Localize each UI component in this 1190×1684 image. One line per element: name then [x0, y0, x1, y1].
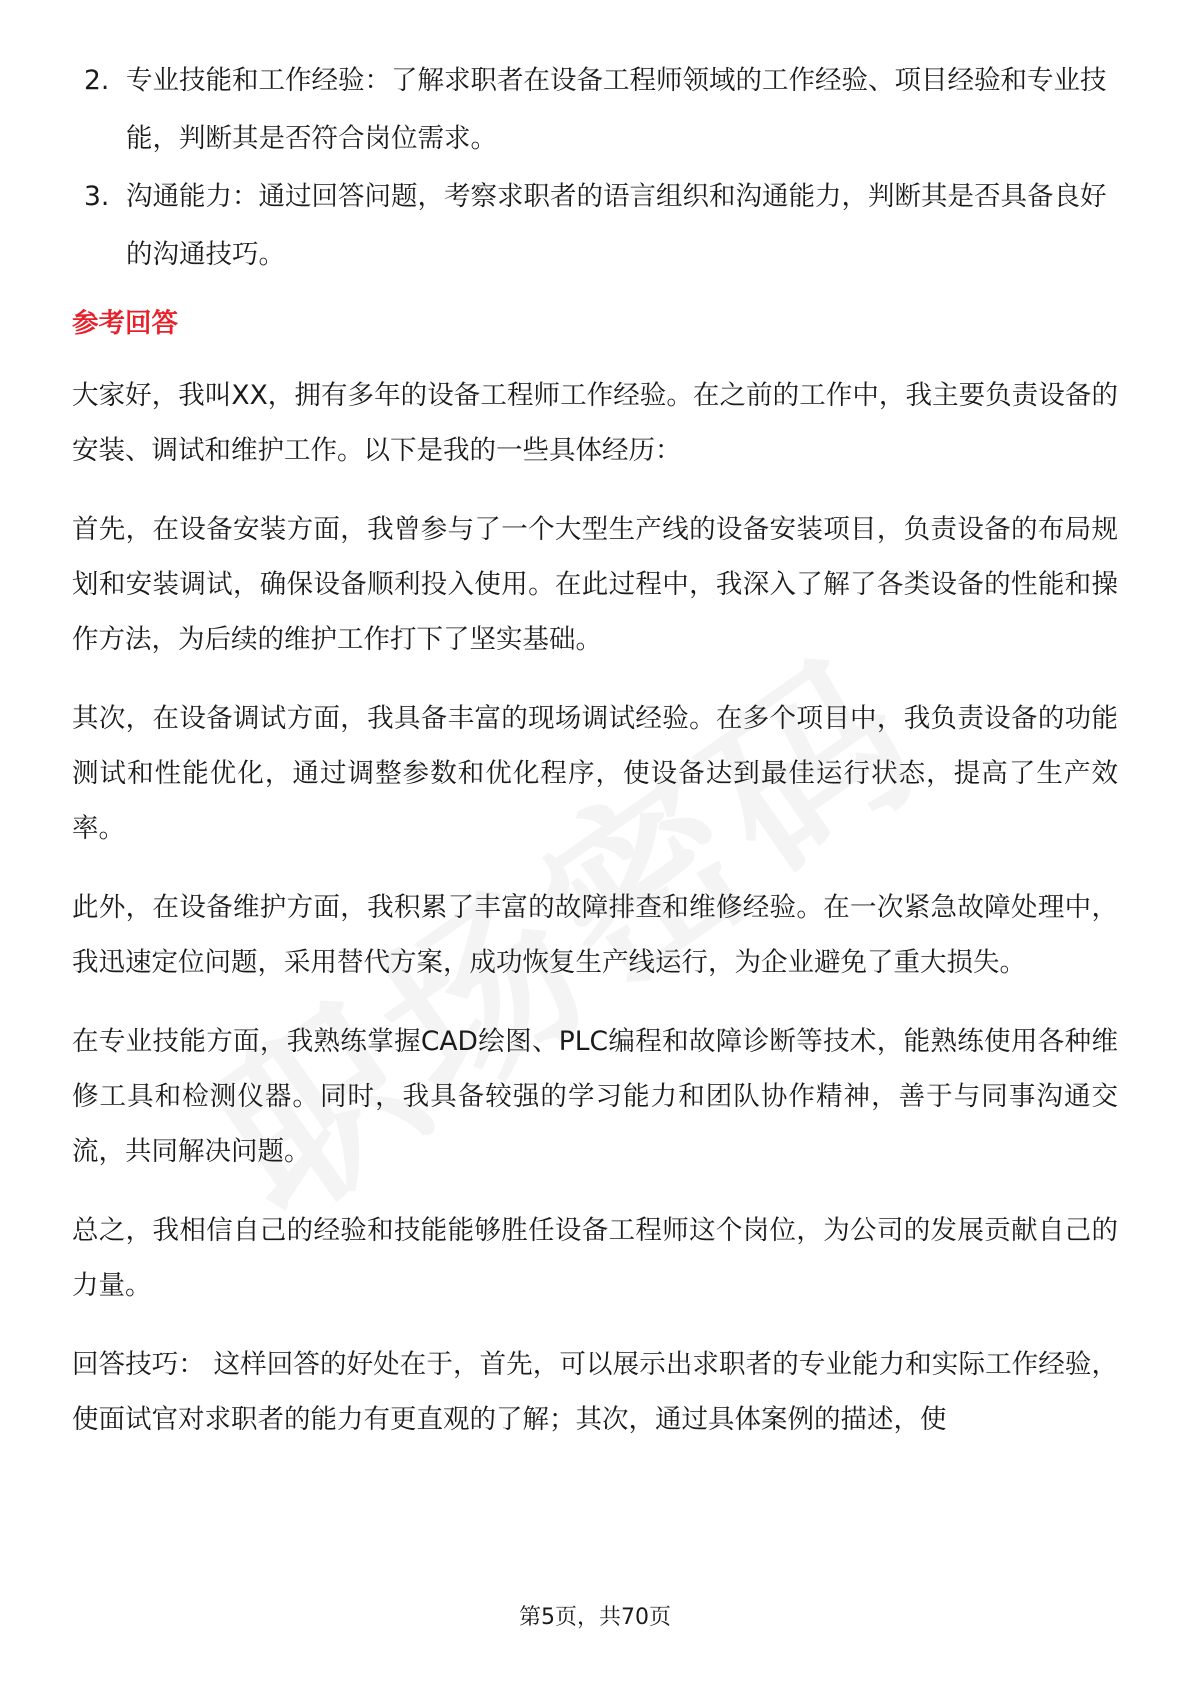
- document-body: [72, 52, 1118, 1471]
- list-number: 3.: [84, 181, 110, 212]
- section-heading: 参考回答: [72, 308, 178, 339]
- list-item: [72, 52, 1118, 168]
- list-item: [72, 168, 1118, 284]
- paragraph: 首先，在设备安装方面，我曾参与了一个大型生产线的设备安装项目，负责设备的布局规划和安装调试，确保设备顺利投入使用。在此过程中，我深入了解了各类设备的性能和操作方法，为后续的维护工作打下了坚实基础。: [72, 514, 1118, 655]
- paragraph: 大家好，我叫XX，拥有多年的设备工程师工作经验。在之前的工作中，我主要负责设备的安装、调试和维护工作。以下是我的一些具体经历：: [72, 380, 1118, 466]
- paragraph: 其次，在设备调试方面，我具备丰富的现场调试经验。在多个项目中，我负责设备的功能测试和性能优化，通过调整参数和优化程序，使设备达到最佳运行状态，提高了生产效率。: [72, 703, 1118, 844]
- list-number: 2.: [84, 65, 110, 96]
- criteria-list: [72, 52, 1118, 284]
- paragraph: 此外，在设备维护方面，我积累了丰富的故障排查和维修经验。在一次紧急故障处理中，我迅速定位问题，采用替代方案，成功恢复生产线运行，为企业避免了重大损失。: [72, 892, 1118, 978]
- list-text: 沟通能力：通过回答问题，考察求职者的语言组织和沟通能力，判断其是否具备良好的沟通技巧。: [126, 181, 1107, 270]
- page-footer: 第5页，共70页: [519, 1605, 671, 1630]
- paragraph: 总之，我相信自己的经验和技能能够胜任设备工程师这个岗位，为公司的发展贡献自己的力量。: [72, 1215, 1118, 1301]
- paragraph: 回答技巧： 这样回答的好处在于，首先，可以展示出求职者的专业能力和实际工作经验，使面试官对求职者的能力有更直观的了解；其次，通过具体案例的描述，使: [72, 1349, 1118, 1435]
- paragraph: 在专业技能方面，我熟练掌握CAD绘图、PLC编程和故障诊断等技术，能熟练使用各种维修工具和检测仪器。同时，我具备较强的学习能力和团队协作精神，善于与同事沟通交流，共同解决问题。: [72, 1026, 1118, 1167]
- list-text: 专业技能和工作经验：了解求职者在设备工程师领域的工作经验、项目经验和专业技能，判断其是否符合岗位需求。: [126, 65, 1107, 154]
